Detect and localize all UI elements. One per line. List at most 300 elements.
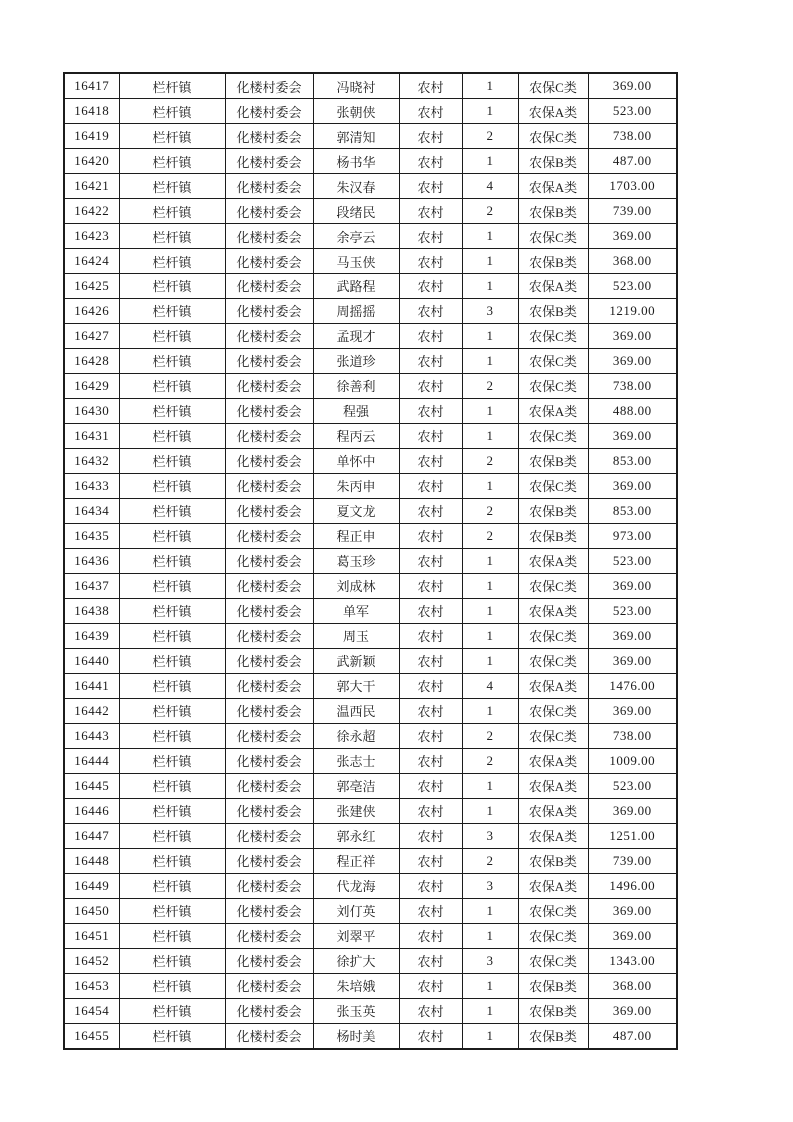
cell-name: 程正祥 [313,848,399,873]
cell-town: 栏杆镇 [119,373,225,398]
cell-category: 农保B类 [518,848,588,873]
table-row [64,623,677,648]
cell-name: 孟现才 [313,323,399,348]
cell-amount: 738.00 [588,723,677,748]
cell-residence: 农村 [399,523,462,548]
cell-id: 16439 [64,623,119,648]
cell-name: 冯晓衬 [313,73,399,99]
cell-residence: 农村 [399,224,462,249]
cell-id: 16436 [64,548,119,573]
cell-count: 1 [462,973,518,998]
cell-town: 栏杆镇 [119,923,225,948]
cell-name: 张建侠 [313,798,399,823]
cell-residence: 农村 [399,998,462,1023]
cell-residence: 农村 [399,773,462,798]
cell-name: 徐永超 [313,723,399,748]
cell-town: 栏杆镇 [119,523,225,548]
cell-count: 2 [462,523,518,548]
table-row [64,99,677,124]
table-row [64,923,677,948]
table-row [64,1023,677,1049]
cell-name: 单怀中 [313,448,399,473]
cell-count: 2 [462,448,518,473]
cell-village: 化楼村委会 [225,149,313,174]
cell-village: 化楼村委会 [225,398,313,423]
table-row [64,873,677,898]
cell-residence: 农村 [399,648,462,673]
cell-residence: 农村 [399,873,462,898]
cell-name: 郭亳洁 [313,773,399,798]
cell-id: 16441 [64,673,119,698]
cell-count: 3 [462,948,518,973]
cell-id: 16453 [64,973,119,998]
benefits-table [63,72,678,1050]
cell-amount: 369.00 [588,898,677,923]
table-row [64,174,677,199]
cell-amount: 1476.00 [588,673,677,698]
cell-amount: 369.00 [588,573,677,598]
cell-residence: 农村 [399,274,462,299]
cell-amount: 368.00 [588,973,677,998]
cell-name: 武新颖 [313,648,399,673]
cell-category: 农保C类 [518,73,588,99]
cell-village: 化楼村委会 [225,698,313,723]
cell-name: 朱汉春 [313,174,399,199]
cell-amount: 369.00 [588,923,677,948]
cell-name: 朱培娥 [313,973,399,998]
cell-amount: 368.00 [588,249,677,274]
cell-category: 农保C类 [518,473,588,498]
cell-village: 化楼村委会 [225,298,313,323]
cell-category: 农保B类 [518,998,588,1023]
cell-amount: 487.00 [588,1023,677,1049]
cell-village: 化楼村委会 [225,573,313,598]
table-row [64,648,677,673]
cell-village: 化楼村委会 [225,373,313,398]
cell-count: 1 [462,898,518,923]
cell-amount: 369.00 [588,698,677,723]
cell-count: 3 [462,823,518,848]
cell-town: 栏杆镇 [119,124,225,149]
cell-id: 16423 [64,224,119,249]
table-row [64,149,677,174]
cell-village: 化楼村委会 [225,498,313,523]
cell-village: 化楼村委会 [225,673,313,698]
cell-id: 16431 [64,423,119,448]
cell-category: 农保C类 [518,423,588,448]
cell-village: 化楼村委会 [225,124,313,149]
cell-town: 栏杆镇 [119,948,225,973]
cell-name: 段绪民 [313,199,399,224]
cell-amount: 973.00 [588,523,677,548]
cell-id: 16421 [64,174,119,199]
cell-residence: 农村 [399,249,462,274]
cell-name: 刘仃英 [313,898,399,923]
cell-name: 余亭云 [313,224,399,249]
cell-name: 张志士 [313,748,399,773]
cell-category: 农保B类 [518,448,588,473]
cell-amount: 738.00 [588,373,677,398]
cell-category: 农保C类 [518,323,588,348]
cell-village: 化楼村委会 [225,423,313,448]
cell-residence: 农村 [399,473,462,498]
cell-name: 张玉英 [313,998,399,1023]
cell-count: 1 [462,623,518,648]
cell-residence: 农村 [399,373,462,398]
cell-residence: 农村 [399,348,462,373]
cell-name: 周玉 [313,623,399,648]
cell-town: 栏杆镇 [119,973,225,998]
cell-id: 16437 [64,573,119,598]
cell-name: 武路程 [313,274,399,299]
cell-town: 栏杆镇 [119,224,225,249]
table-row [64,348,677,373]
cell-town: 栏杆镇 [119,149,225,174]
cell-count: 1 [462,773,518,798]
cell-category: 农保C类 [518,224,588,249]
cell-residence: 农村 [399,448,462,473]
cell-name: 郭大干 [313,673,399,698]
cell-residence: 农村 [399,823,462,848]
table-body [64,73,677,1049]
cell-village: 化楼村委会 [225,249,313,274]
cell-id: 16425 [64,274,119,299]
cell-residence: 农村 [399,1023,462,1049]
cell-name: 单军 [313,598,399,623]
cell-count: 1 [462,473,518,498]
cell-count: 1 [462,998,518,1023]
cell-amount: 1009.00 [588,748,677,773]
cell-village: 化楼村委会 [225,73,313,99]
cell-residence: 农村 [399,748,462,773]
cell-name: 马玉侠 [313,249,399,274]
cell-town: 栏杆镇 [119,673,225,698]
cell-amount: 853.00 [588,448,677,473]
cell-count: 4 [462,174,518,199]
cell-residence: 农村 [399,573,462,598]
cell-residence: 农村 [399,923,462,948]
cell-name: 周摇摇 [313,298,399,323]
cell-count: 1 [462,423,518,448]
cell-name: 程丙云 [313,423,399,448]
cell-category: 农保A类 [518,99,588,124]
table-row [64,973,677,998]
cell-count: 2 [462,723,518,748]
cell-count: 2 [462,199,518,224]
cell-id: 16428 [64,348,119,373]
cell-count: 2 [462,124,518,149]
cell-residence: 农村 [399,973,462,998]
cell-category: 农保C类 [518,923,588,948]
cell-category: 农保A类 [518,548,588,573]
table-row [64,823,677,848]
cell-id: 16452 [64,948,119,973]
cell-id: 16422 [64,199,119,224]
cell-count: 2 [462,498,518,523]
cell-town: 栏杆镇 [119,698,225,723]
cell-category: 农保C类 [518,573,588,598]
cell-town: 栏杆镇 [119,748,225,773]
table-row [64,698,677,723]
table-row [64,948,677,973]
cell-amount: 369.00 [588,224,677,249]
cell-residence: 农村 [399,673,462,698]
cell-category: 农保C类 [518,948,588,973]
cell-town: 栏杆镇 [119,298,225,323]
cell-amount: 1251.00 [588,823,677,848]
cell-amount: 369.00 [588,473,677,498]
cell-amount: 369.00 [588,998,677,1023]
cell-name: 杨时美 [313,1023,399,1049]
cell-town: 栏杆镇 [119,473,225,498]
cell-name: 刘成林 [313,573,399,598]
cell-category: 农保B类 [518,523,588,548]
cell-residence: 农村 [399,548,462,573]
cell-residence: 农村 [399,623,462,648]
table-row [64,274,677,299]
cell-residence: 农村 [399,174,462,199]
cell-town: 栏杆镇 [119,99,225,124]
cell-count: 1 [462,798,518,823]
cell-name: 朱丙申 [313,473,399,498]
cell-residence: 农村 [399,298,462,323]
cell-count: 1 [462,1023,518,1049]
table-row [64,224,677,249]
cell-village: 化楼村委会 [225,473,313,498]
cell-category: 农保B类 [518,199,588,224]
cell-name: 徐善利 [313,373,399,398]
cell-amount: 369.00 [588,623,677,648]
cell-category: 农保B类 [518,973,588,998]
cell-category: 农保A类 [518,823,588,848]
cell-residence: 农村 [399,798,462,823]
cell-id: 16446 [64,798,119,823]
cell-count: 3 [462,298,518,323]
table-row [64,548,677,573]
cell-residence: 农村 [399,423,462,448]
cell-village: 化楼村委会 [225,873,313,898]
cell-category: 农保B类 [518,498,588,523]
cell-town: 栏杆镇 [119,498,225,523]
cell-amount: 739.00 [588,199,677,224]
table-row [64,298,677,323]
cell-village: 化楼村委会 [225,773,313,798]
cell-town: 栏杆镇 [119,423,225,448]
cell-village: 化楼村委会 [225,348,313,373]
cell-name: 张朝侠 [313,99,399,124]
cell-name: 刘翠平 [313,923,399,948]
cell-village: 化楼村委会 [225,1023,313,1049]
cell-id: 16449 [64,873,119,898]
cell-id: 16454 [64,998,119,1023]
cell-id: 16440 [64,648,119,673]
cell-id: 16442 [64,698,119,723]
cell-count: 1 [462,99,518,124]
cell-count: 1 [462,548,518,573]
cell-amount: 488.00 [588,398,677,423]
cell-id: 16443 [64,723,119,748]
table-row [64,998,677,1023]
cell-amount: 1703.00 [588,174,677,199]
cell-town: 栏杆镇 [119,174,225,199]
cell-town: 栏杆镇 [119,898,225,923]
cell-count: 1 [462,73,518,99]
cell-name: 杨书华 [313,149,399,174]
cell-amount: 369.00 [588,423,677,448]
cell-town: 栏杆镇 [119,1023,225,1049]
cell-id: 16433 [64,473,119,498]
cell-town: 栏杆镇 [119,648,225,673]
cell-town: 栏杆镇 [119,773,225,798]
cell-id: 16424 [64,249,119,274]
cell-amount: 369.00 [588,73,677,99]
cell-amount: 1343.00 [588,948,677,973]
cell-category: 农保C类 [518,124,588,149]
cell-village: 化楼村委会 [225,274,313,299]
cell-residence: 农村 [399,99,462,124]
cell-amount: 738.00 [588,124,677,149]
cell-category: 农保C类 [518,898,588,923]
cell-town: 栏杆镇 [119,798,225,823]
cell-id: 16450 [64,898,119,923]
cell-town: 栏杆镇 [119,598,225,623]
cell-village: 化楼村委会 [225,323,313,348]
cell-amount: 369.00 [588,798,677,823]
table-row [64,673,677,698]
cell-id: 16418 [64,99,119,124]
cell-id: 16455 [64,1023,119,1049]
cell-id: 16438 [64,598,119,623]
cell-id: 16430 [64,398,119,423]
cell-village: 化楼村委会 [225,224,313,249]
cell-amount: 369.00 [588,648,677,673]
cell-id: 16447 [64,823,119,848]
cell-count: 1 [462,598,518,623]
cell-village: 化楼村委会 [225,748,313,773]
cell-category: 农保C类 [518,698,588,723]
cell-id: 16419 [64,124,119,149]
cell-name: 郭清知 [313,124,399,149]
cell-residence: 农村 [399,598,462,623]
table-row [64,73,677,99]
cell-amount: 523.00 [588,773,677,798]
cell-amount: 523.00 [588,598,677,623]
cell-count: 1 [462,348,518,373]
cell-category: 农保A类 [518,174,588,199]
cell-category: 农保A类 [518,773,588,798]
cell-residence: 农村 [399,948,462,973]
cell-category: 农保C类 [518,348,588,373]
cell-count: 1 [462,224,518,249]
cell-town: 栏杆镇 [119,623,225,648]
cell-village: 化楼村委会 [225,523,313,548]
table-row [64,598,677,623]
cell-name: 郭永红 [313,823,399,848]
cell-village: 化楼村委会 [225,973,313,998]
cell-name: 夏文龙 [313,498,399,523]
cell-count: 1 [462,149,518,174]
cell-category: 农保B类 [518,298,588,323]
cell-residence: 农村 [399,323,462,348]
cell-count: 1 [462,274,518,299]
table-row [64,124,677,149]
cell-town: 栏杆镇 [119,398,225,423]
table-row [64,898,677,923]
cell-category: 农保C类 [518,723,588,748]
cell-name: 程正申 [313,523,399,548]
cell-count: 3 [462,873,518,898]
cell-residence: 农村 [399,848,462,873]
cell-residence: 农村 [399,73,462,99]
cell-count: 1 [462,698,518,723]
cell-name: 张道珍 [313,348,399,373]
cell-village: 化楼村委会 [225,174,313,199]
table-row [64,723,677,748]
cell-count: 1 [462,923,518,948]
cell-category: 农保C类 [518,648,588,673]
cell-town: 栏杆镇 [119,323,225,348]
cell-town: 栏杆镇 [119,998,225,1023]
cell-count: 2 [462,848,518,873]
cell-village: 化楼村委会 [225,998,313,1023]
cell-category: 农保A类 [518,673,588,698]
cell-count: 2 [462,748,518,773]
cell-town: 栏杆镇 [119,723,225,748]
cell-name: 温西民 [313,698,399,723]
table-row [64,423,677,448]
cell-village: 化楼村委会 [225,448,313,473]
cell-village: 化楼村委会 [225,598,313,623]
cell-amount: 487.00 [588,149,677,174]
cell-id: 16427 [64,323,119,348]
cell-town: 栏杆镇 [119,274,225,299]
cell-town: 栏杆镇 [119,873,225,898]
cell-amount: 369.00 [588,323,677,348]
cell-residence: 农村 [399,898,462,923]
cell-id: 16432 [64,448,119,473]
cell-amount: 369.00 [588,348,677,373]
cell-residence: 农村 [399,149,462,174]
table-row [64,498,677,523]
table-row [64,523,677,548]
cell-village: 化楼村委会 [225,648,313,673]
table-row [64,573,677,598]
cell-id: 16434 [64,498,119,523]
cell-town: 栏杆镇 [119,573,225,598]
cell-category: 农保A类 [518,798,588,823]
cell-village: 化楼村委会 [225,923,313,948]
cell-town: 栏杆镇 [119,448,225,473]
table-row [64,448,677,473]
cell-id: 16448 [64,848,119,873]
cell-category: 农保B类 [518,1023,588,1049]
cell-residence: 农村 [399,398,462,423]
cell-id: 16444 [64,748,119,773]
cell-id: 16451 [64,923,119,948]
cell-category: 农保A类 [518,274,588,299]
table-row [64,748,677,773]
cell-count: 1 [462,249,518,274]
cell-count: 1 [462,398,518,423]
cell-amount: 523.00 [588,99,677,124]
table-row [64,798,677,823]
cell-residence: 农村 [399,698,462,723]
cell-village: 化楼村委会 [225,798,313,823]
cell-category: 农保B类 [518,149,588,174]
table-row [64,373,677,398]
cell-amount: 853.00 [588,498,677,523]
cell-village: 化楼村委会 [225,623,313,648]
